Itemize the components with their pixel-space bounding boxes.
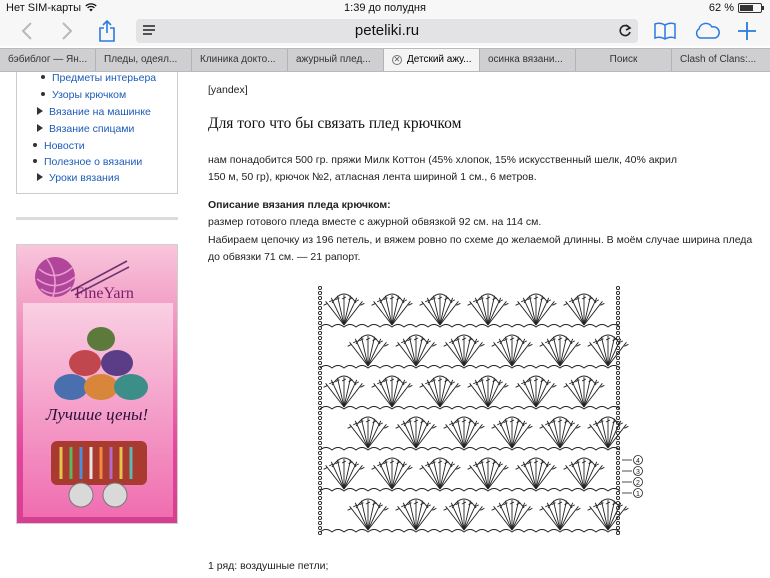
book-icon <box>654 22 676 40</box>
bullet-icon <box>33 159 37 163</box>
sidebar-divider <box>16 217 178 220</box>
yarn-stack-icon <box>51 325 151 403</box>
description-line-2: Набираем цепочку из 196 петель, и вяжем ровно по схеме до желаемой длинны. В моём случае ширина пледа <box>208 234 753 246</box>
article-title: Для того что бы связать плед крючком <box>208 115 462 132</box>
forward-button[interactable] <box>54 19 80 43</box>
expand-triangle-icon <box>37 107 43 115</box>
sidebar-item-label: Новости <box>44 140 85 152</box>
fineyarn-ad-banner[interactable] <box>16 244 178 524</box>
expand-triangle-icon <box>37 124 43 132</box>
carrier-text: Нет SIM-карты <box>6 2 82 14</box>
close-icon[interactable]: ✕ <box>393 55 401 64</box>
battery-icon <box>738 3 762 13</box>
tab-3[interactable] <box>192 49 288 71</box>
bookmarks-button[interactable] <box>652 19 678 43</box>
sidebar-item-machine-knitting[interactable] <box>37 106 151 118</box>
tab-label: Клиника докто... <box>200 54 276 65</box>
tab-6[interactable] <box>480 49 576 71</box>
back-button[interactable] <box>14 19 40 43</box>
description-line-1: размер готового пледа вместе с ажурной обвязкой 92 см. на 114 см. <box>208 216 542 228</box>
row-number-label: 2 <box>636 480 640 487</box>
icloud-tabs-button[interactable] <box>692 19 722 43</box>
sidebar-item-lessons[interactable] <box>37 172 119 184</box>
sidebar-item-label: Уроки вязания <box>49 172 120 184</box>
expand-triangle-icon <box>37 173 43 181</box>
sidebar-nav <box>16 72 178 194</box>
battery-percent: 62 % <box>708 2 734 14</box>
share-icon <box>98 20 116 42</box>
sidebar-item-interior[interactable] <box>41 72 156 84</box>
tab-label: бэбиблог — Ян... <box>8 54 88 65</box>
crochet-pattern-diagram <box>318 282 648 537</box>
clock: 1:39 до полудня <box>344 2 426 14</box>
tab-5-active[interactable] <box>384 49 480 71</box>
status-bar <box>0 0 770 16</box>
tab-1[interactable] <box>0 49 96 71</box>
description-heading: Описание вязания пледа крючком: <box>208 199 391 211</box>
sidebar-item-label: Вязание на машинке <box>49 106 151 118</box>
tab-label: осинка вязани... <box>488 54 563 65</box>
sidebar-item-news[interactable] <box>33 140 85 152</box>
ad-brand: FineYarn <box>75 285 134 302</box>
tab-4[interactable] <box>288 49 384 71</box>
sidebar-item-knitting-needles[interactable] <box>37 123 134 135</box>
materials-line-2: 150 м, 50 гр), крючок №2, атласная лента шириной 1 см., 6 метров. <box>208 171 537 183</box>
row-1-instruction: 1 ряд: воздушные петли; <box>208 560 329 572</box>
ad-slogan: Лучшие цены! <box>45 405 149 424</box>
diagram-stitches <box>318 286 628 534</box>
browser-toolbar <box>0 16 770 46</box>
yandex-placeholder: [yandex] <box>208 84 248 96</box>
tab-label: Clash of Clans:... <box>680 54 757 65</box>
url-text: peteliki.ru <box>354 22 420 39</box>
tab-7[interactable] <box>576 49 672 71</box>
reload-icon[interactable] <box>618 23 632 39</box>
new-tab-button[interactable] <box>734 19 760 43</box>
tab-label: ажурный плед... <box>296 54 371 65</box>
share-button[interactable] <box>94 19 120 43</box>
bullet-icon <box>41 75 45 79</box>
sidebar-item-useful[interactable] <box>33 156 142 168</box>
chevron-right-icon <box>61 21 73 41</box>
tab-label: Детский ажу... <box>407 54 472 65</box>
bullet-icon <box>33 143 37 147</box>
row-number-label: 3 <box>636 469 640 476</box>
sidebar-item-label: Вязание спицами <box>49 123 135 135</box>
row-number-label: 1 <box>636 491 640 498</box>
cloud-icon <box>693 22 721 40</box>
sidebar-item-label: Полезное о вязании <box>44 156 143 168</box>
tab-label: Поиск <box>609 54 638 65</box>
sidebar-item-crochet-patterns[interactable] <box>41 89 126 101</box>
sidebar-item-label: Предметы интерьера <box>52 72 157 84</box>
address-bar[interactable] <box>136 19 638 43</box>
chevron-left-icon <box>21 21 33 41</box>
tab-8[interactable] <box>672 49 770 71</box>
tab-bar <box>0 48 770 72</box>
row-number-label: 4 <box>636 458 640 465</box>
tab-2[interactable] <box>96 49 192 71</box>
knitting-needles-case-icon <box>45 437 153 509</box>
materials-line-1: нам понадобится 500 гр. пряжи Милк Коттон (45% хлопок, 15% искусственный шелк, 40% акрил <box>208 154 678 166</box>
plus-icon <box>737 21 757 41</box>
bullet-icon <box>41 92 45 96</box>
sidebar-item-label: Узоры крючком <box>52 89 127 101</box>
description-line-3: до обвязки 71 см. — 21 рапорт. <box>208 251 361 263</box>
tab-label: Пледы, одеял... <box>104 54 178 65</box>
